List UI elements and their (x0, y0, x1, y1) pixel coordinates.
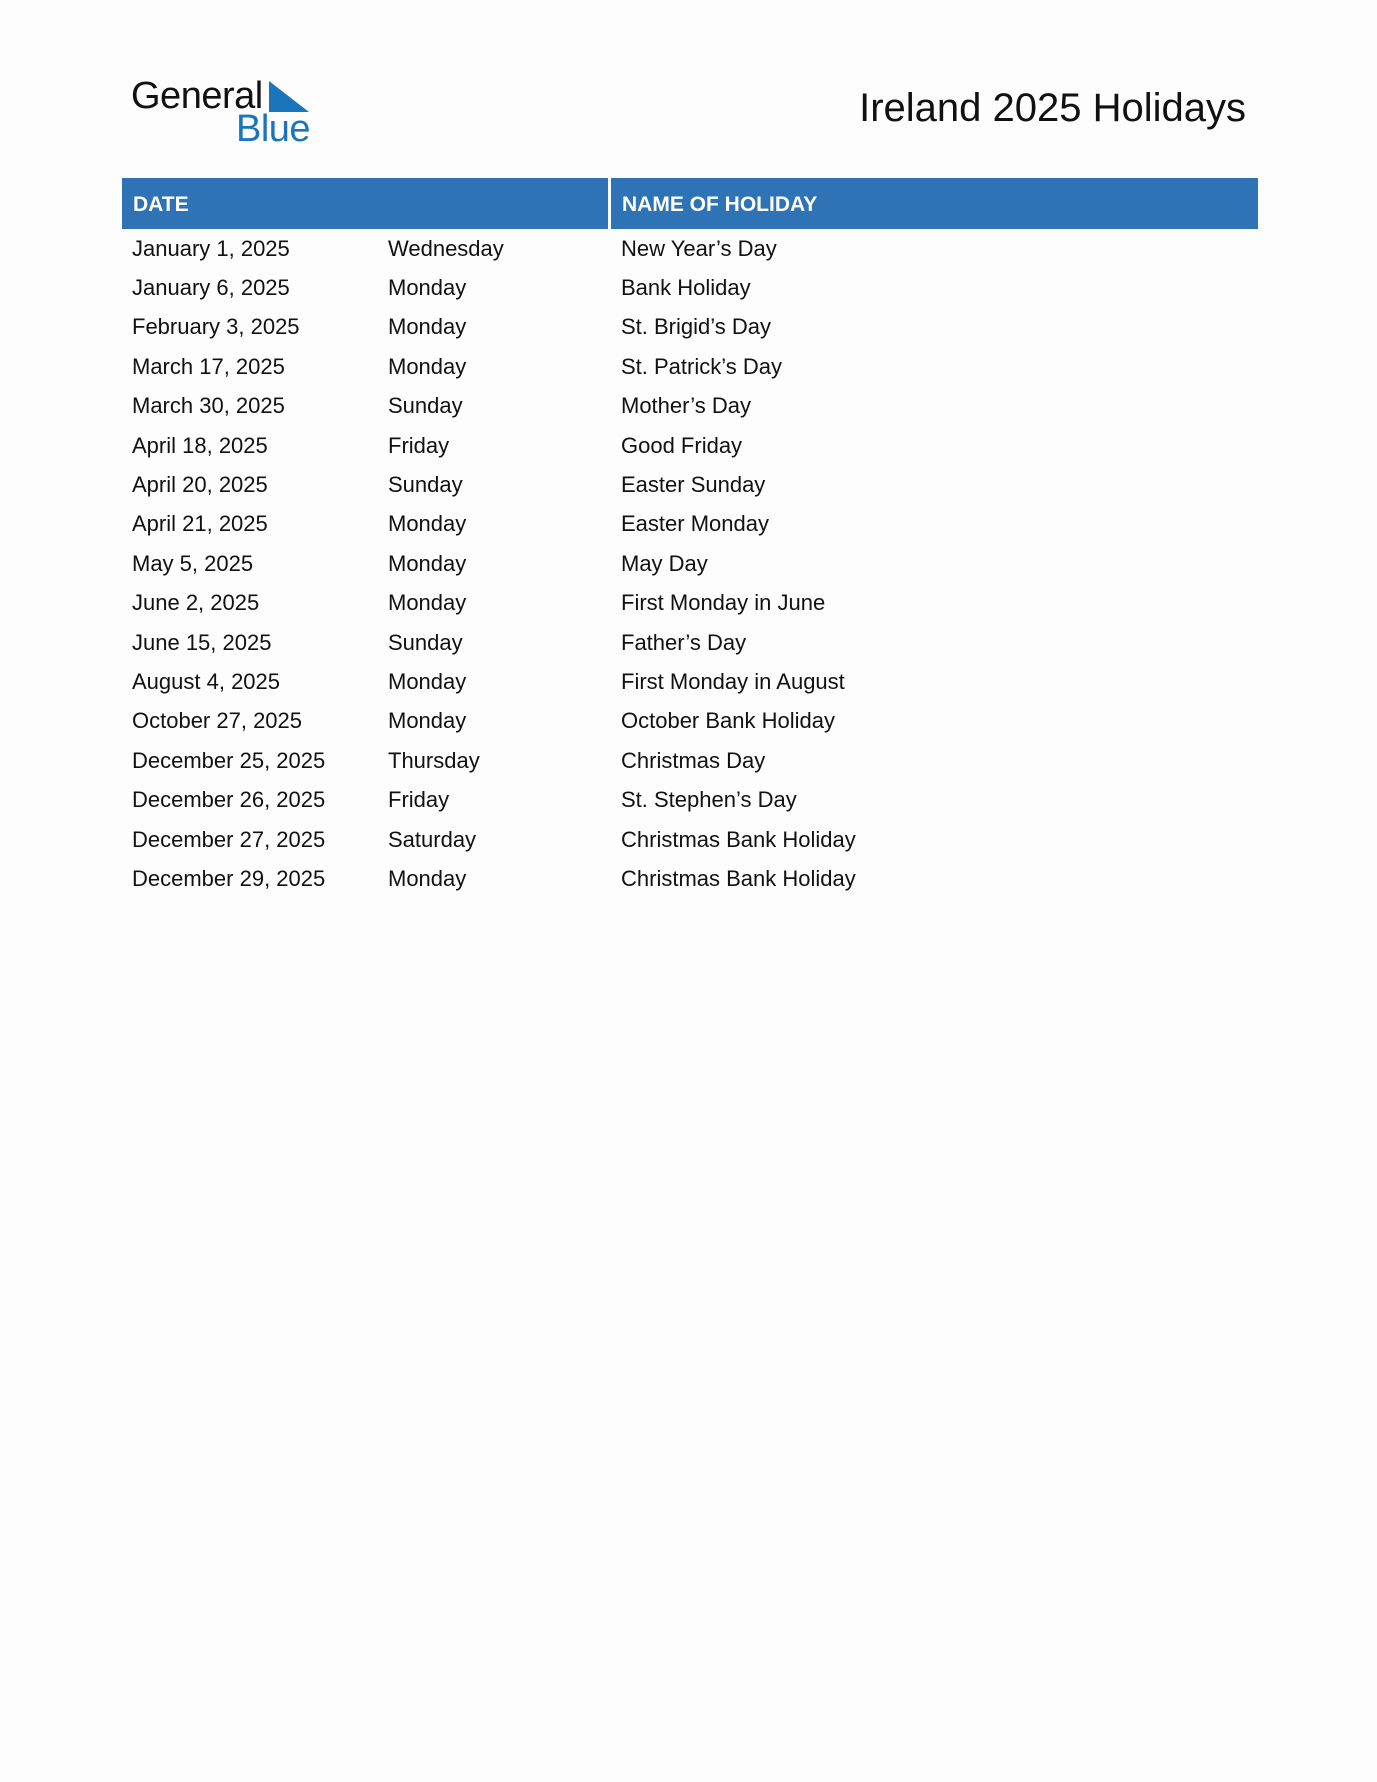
holiday-name: St. Brigid’s Day (621, 314, 771, 340)
holiday-name: October Bank Holiday (621, 708, 835, 734)
holiday-date: March 30, 2025 (132, 393, 285, 419)
holiday-date: December 25, 2025 (132, 747, 326, 773)
table-row (122, 465, 1258, 504)
table-row (122, 741, 1258, 780)
holiday-date: April 21, 2025 (132, 511, 268, 537)
table-row (122, 780, 1258, 819)
holiday-name: Good Friday (621, 432, 743, 458)
holiday-date: December 27, 2025 (132, 826, 326, 852)
holiday-date: March 17, 2025 (132, 353, 285, 379)
holiday-date: June 2, 2025 (132, 590, 260, 616)
table-row (122, 820, 1258, 859)
holiday-weekday: Monday (388, 708, 467, 734)
holiday-name: Christmas Bank Holiday (621, 826, 856, 852)
table-row (122, 662, 1258, 701)
logo-word-general: General (131, 75, 263, 117)
table-row (122, 387, 1258, 426)
holiday-name: New Year’s Day (621, 235, 777, 261)
holiday-name: Bank Holiday (621, 275, 751, 301)
holiday-name: First Monday in August (621, 668, 845, 694)
table-row (122, 584, 1258, 623)
column-header-holiday-name: NAME OF HOLIDAY (611, 178, 1258, 229)
table-row (122, 229, 1258, 268)
table-row (122, 623, 1258, 662)
holiday-weekday: Monday (388, 275, 467, 301)
table-row (122, 308, 1258, 347)
holiday-date: August 4, 2025 (132, 668, 281, 694)
table-row (122, 544, 1258, 583)
logo-word-blue: Blue (236, 108, 311, 150)
holiday-date: April 18, 2025 (132, 432, 268, 458)
holiday-weekday: Monday (388, 353, 467, 379)
holiday-weekday: Saturday (388, 826, 477, 852)
page-title: Ireland 2025 Holidays (859, 86, 1246, 130)
holiday-date: January 1, 2025 (132, 235, 290, 261)
holiday-weekday: Sunday (388, 472, 463, 498)
table-row (122, 505, 1258, 544)
holiday-weekday: Thursday (388, 747, 480, 773)
holiday-name: Christmas Day (621, 747, 766, 773)
holiday-weekday: Monday (388, 314, 467, 340)
holiday-weekday: Monday (388, 511, 467, 537)
holiday-name: Father’s Day (621, 629, 747, 655)
table-row (122, 268, 1258, 307)
holiday-weekday: Monday (388, 865, 467, 891)
holiday-weekday: Sunday (388, 629, 463, 655)
holiday-date: February 3, 2025 (132, 314, 300, 340)
holiday-weekday: Sunday (388, 393, 463, 419)
logo (130, 74, 320, 154)
holiday-name: Easter Monday (621, 511, 769, 537)
table-row (122, 859, 1258, 898)
table-header (122, 178, 1258, 229)
holiday-name: Christmas Bank Holiday (621, 865, 856, 891)
holiday-weekday: Friday (388, 787, 450, 813)
holiday-name: Easter Sunday (621, 472, 766, 498)
holiday-name: May Day (621, 550, 708, 576)
holiday-name: First Monday in June (621, 590, 826, 616)
holiday-weekday: Monday (388, 668, 467, 694)
holiday-date: June 15, 2025 (132, 629, 272, 655)
holiday-date: January 6, 2025 (132, 275, 290, 301)
column-header-date: DATE (122, 178, 608, 229)
holiday-weekday: Monday (388, 590, 467, 616)
holiday-date: April 20, 2025 (132, 472, 268, 498)
table-body (122, 229, 1258, 899)
holiday-name: St. Stephen’s Day (621, 787, 797, 813)
holiday-date: December 26, 2025 (132, 787, 326, 813)
holiday-date: October 27, 2025 (132, 708, 303, 734)
holiday-weekday: Monday (388, 550, 467, 576)
table-row (122, 702, 1258, 741)
holiday-table (122, 178, 1258, 899)
holiday-date: December 29, 2025 (132, 865, 326, 891)
holiday-name: St. Patrick’s Day (621, 353, 782, 379)
holiday-date: May 5, 2025 (132, 550, 254, 576)
table-row (122, 347, 1258, 386)
table-row (122, 426, 1258, 465)
holiday-weekday: Friday (388, 432, 450, 458)
holiday-name: Mother’s Day (621, 393, 752, 419)
holiday-weekday: Wednesday (388, 235, 504, 261)
